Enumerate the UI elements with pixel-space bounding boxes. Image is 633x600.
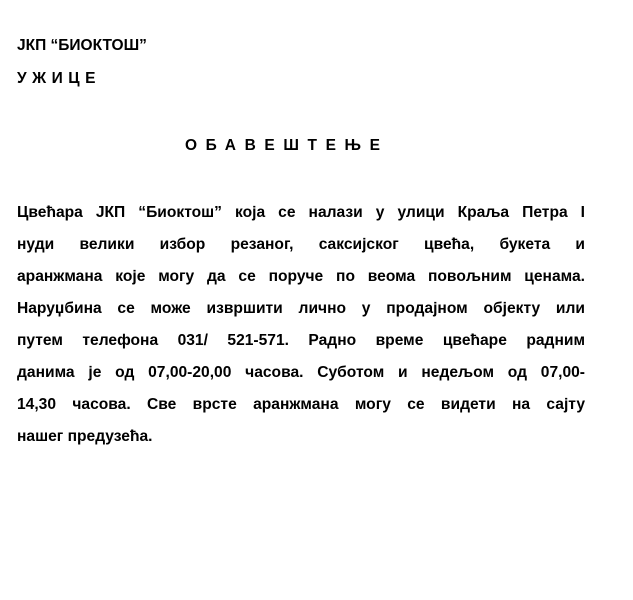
notice-line: данима је од 07,00-20,00 часова. Суботом и недељом од 07,00-	[17, 364, 585, 381]
notice-line: нашег предузећа.	[17, 428, 153, 445]
notice-body	[17, 197, 585, 453]
notice-title: ОБАВЕШТЕЊЕ	[185, 137, 389, 154]
notice-line: нуди велики избор резаног, саксијског цвећа, букета и	[17, 236, 585, 253]
notice-line: 14,30 часова. Све врсте аранжмана могу се видети на сајту	[17, 396, 585, 413]
notice-line: Наруџбина се може извршити лично у продајном објекту или	[17, 300, 585, 317]
notice-line: Цвећара ЈКП “Биоктош” која се налази у улици Краља Петра I	[17, 204, 585, 221]
organization-name: ЈКП “БИОКТОШ”	[17, 37, 147, 54]
notice-line: аранжмана које могу да се поруче по веома повољним ценама.	[17, 268, 585, 285]
city-name: УЖИЦЕ	[17, 70, 101, 87]
notice-line: путем телефона 031/ 521-571. Радно време цвећаре радним	[17, 332, 585, 349]
